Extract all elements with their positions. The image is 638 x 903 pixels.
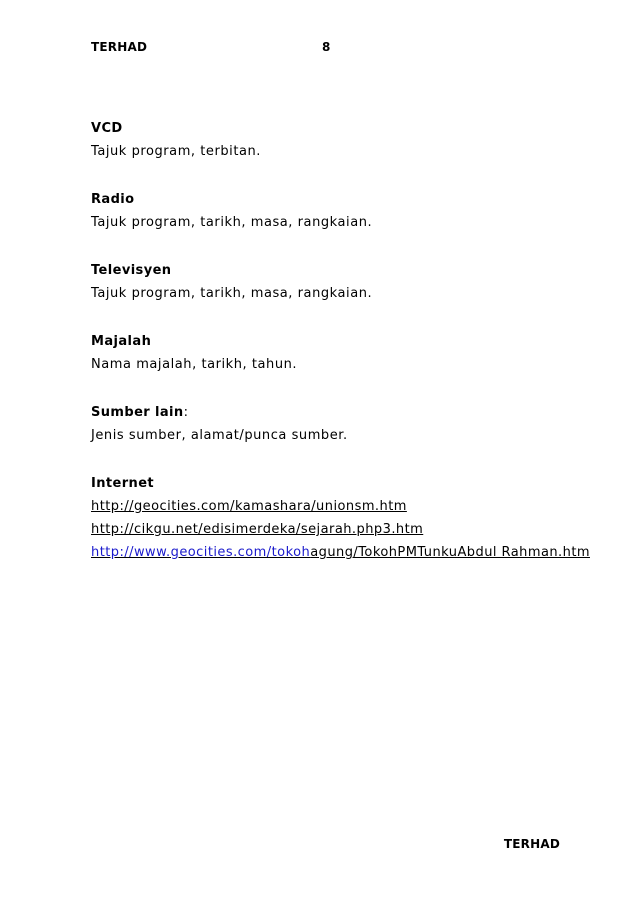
link-blue-part[interactable]: http://www.geocities.com/tokoh [91,545,311,560]
heading-colon: : [183,405,189,420]
page-number: 8 [322,40,331,54]
section-text: Jenis sumber, alamat/punca sumber. [91,428,348,443]
link-black-part[interactable]: agung/TokohPMTunkuAbdul Rahman.htm [310,545,590,560]
section-heading: Televisyen [91,263,172,278]
section-heading: VCD [91,121,123,136]
internet-link-1[interactable]: http://geocities.com/kamashara/unionsm.htm [91,499,407,514]
internet-link-3[interactable] [91,541,611,564]
internet-link-2[interactable]: http://cikgu.net/edisimerdeka/sejarah.php3.htm [91,522,424,537]
section-text: Tajuk program, terbitan. [91,144,261,159]
section-televisyen [91,260,611,306]
section-heading-wrapper [91,402,611,424]
section-internet [91,473,611,564]
section-radio [91,189,611,235]
header-label: TERHAD [91,40,148,54]
section-heading: Sumber lain [91,405,184,420]
section-text: Nama majalah, tarikh, tahun. [91,357,298,372]
section-text: Tajuk program, tarikh, masa, rangkaian. [91,215,373,230]
section-heading: Radio [91,192,135,207]
section-majalah [91,331,611,377]
section-heading: Majalah [91,334,152,349]
section-heading: Internet [91,476,155,491]
section-sumber-lain [91,402,611,448]
section-vcd [91,118,611,164]
section-text: Tajuk program, tarikh, masa, rangkaian. [91,286,373,301]
footer-label: TERHAD [503,837,560,851]
document-body [91,118,611,589]
